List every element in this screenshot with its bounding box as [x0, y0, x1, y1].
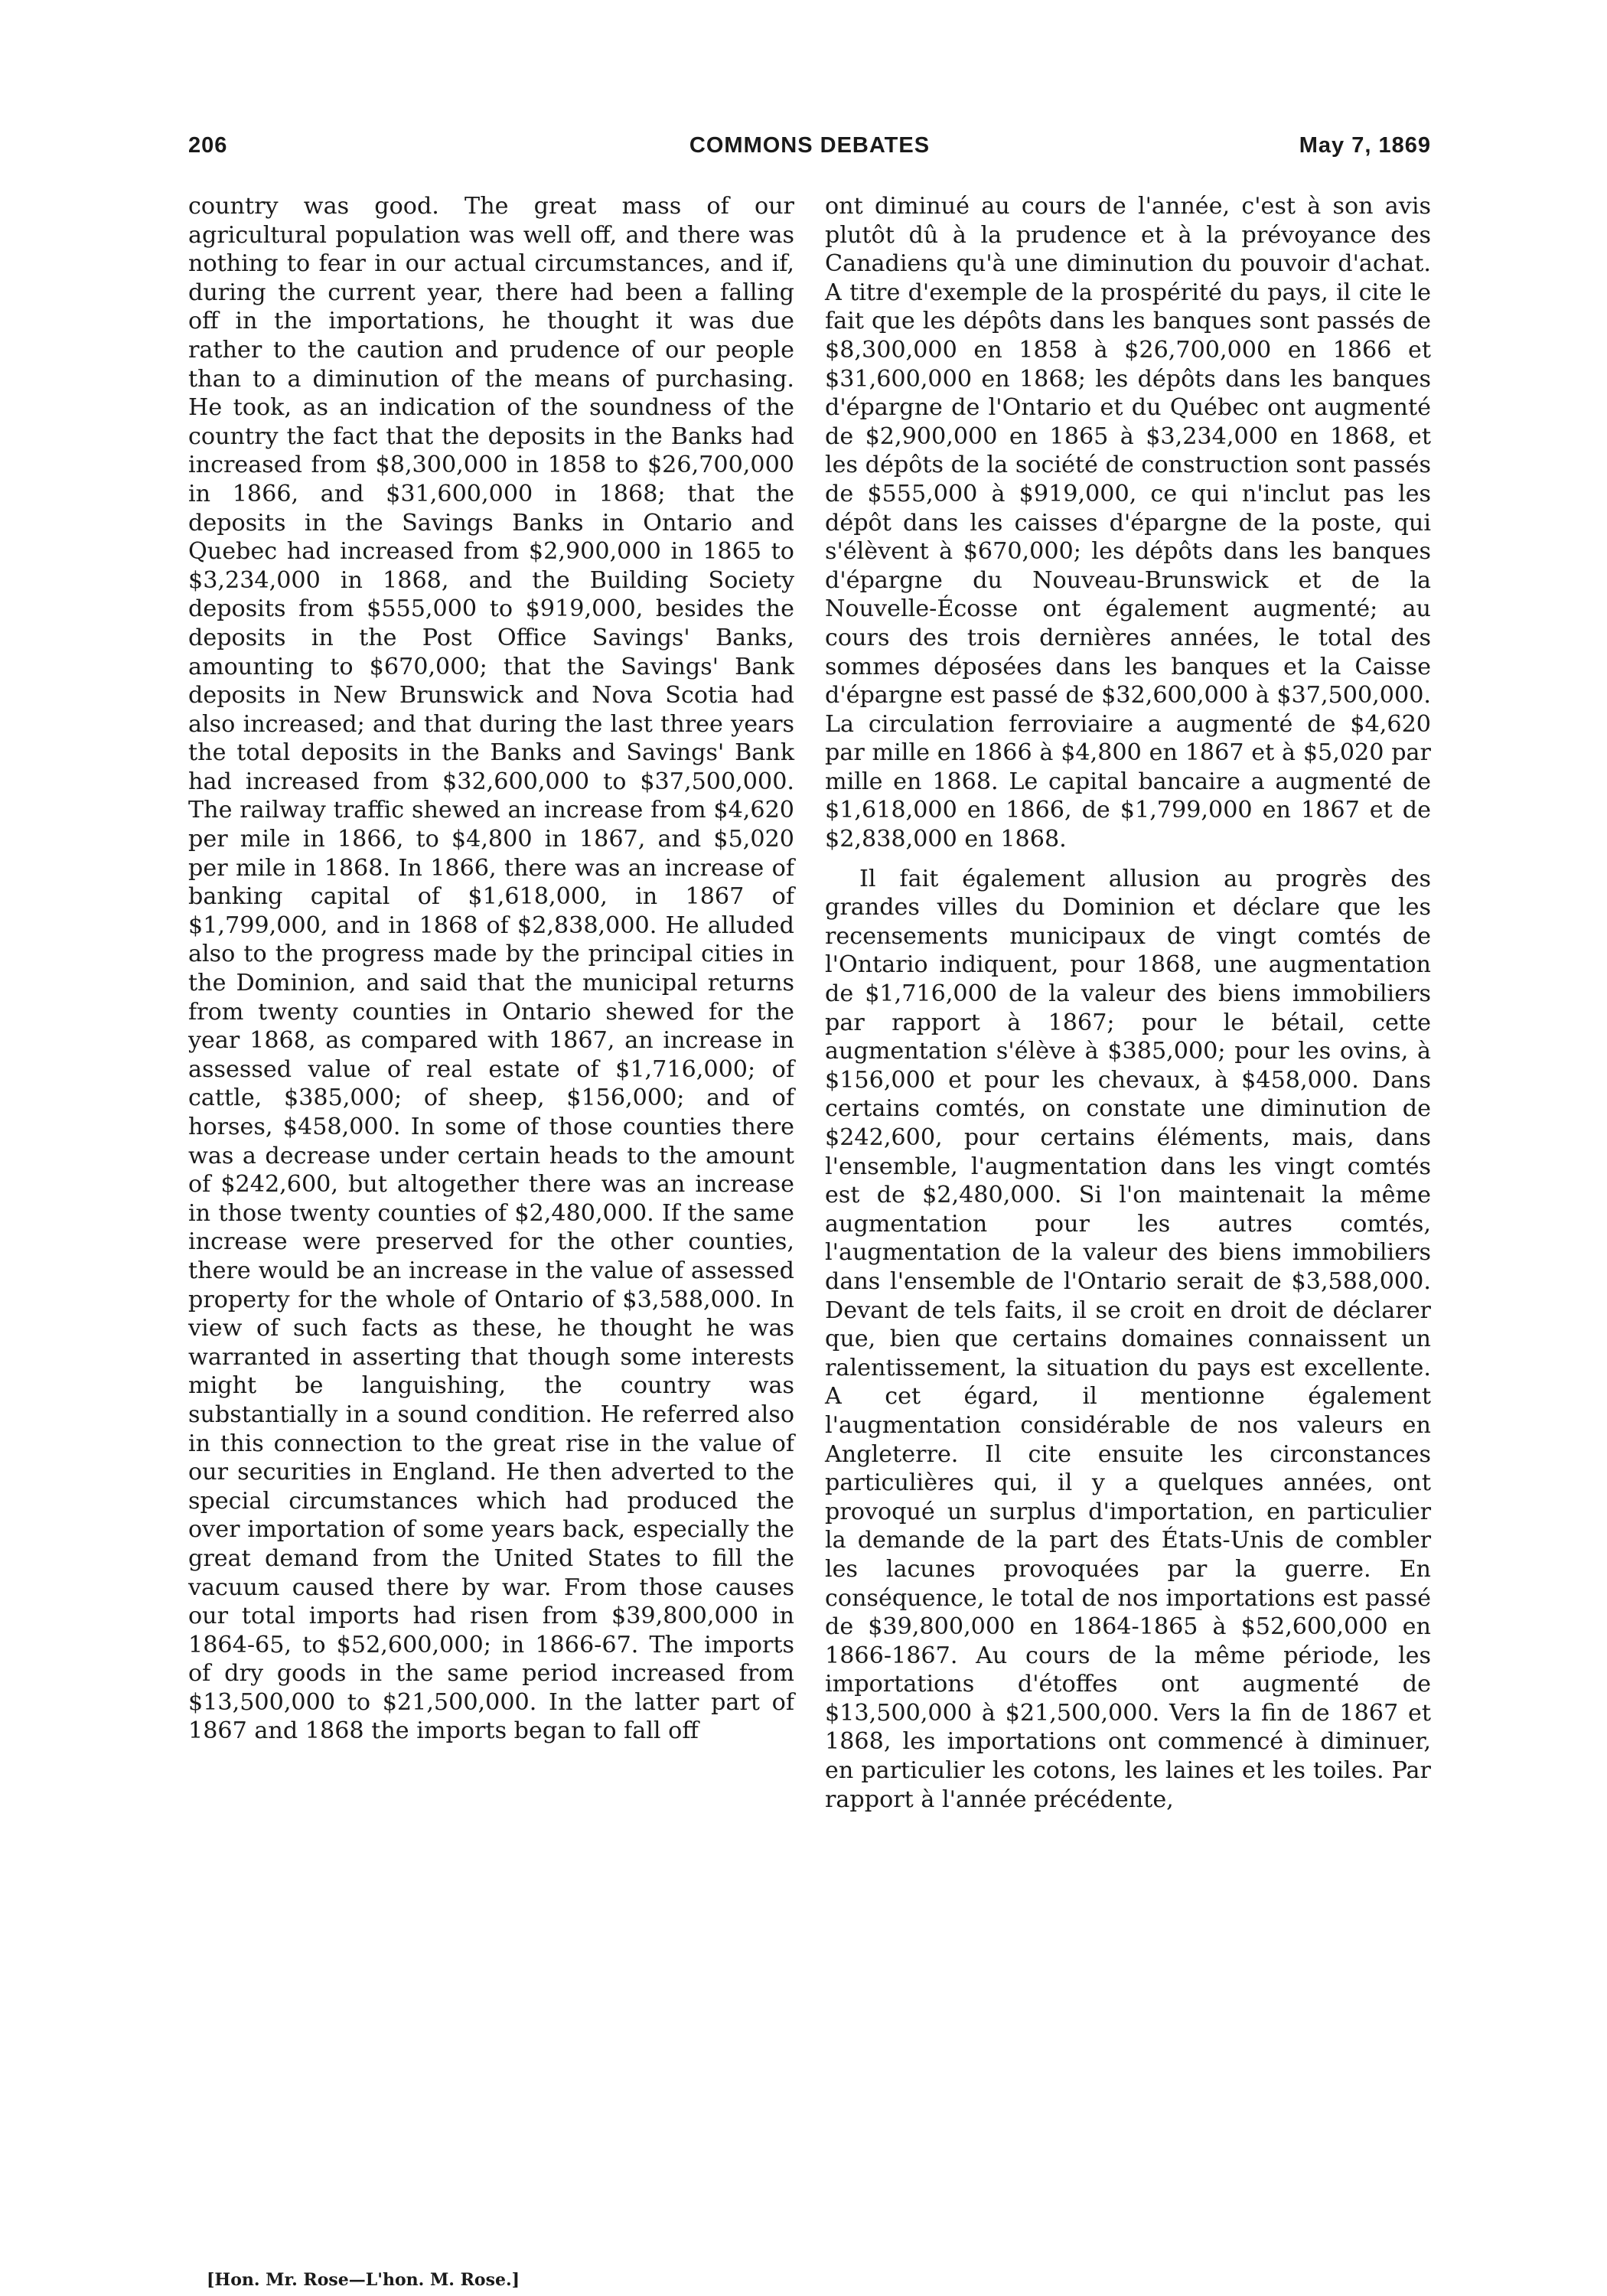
french-paragraph-2: Il fait également allusion au progrès des grandes villes du Dominion et déclare que les recensements municipaux de vingt comtés de l'Ontario indiquent, pour 1868, une augmentation de $1,716,000 de la valeur des biens immobiliers par rapport à 1867; pour le bétail, cette augmentation s'élève à $385,000; pour les ovins, à $156,000 et pour les chevaux, à $458,000. Dans certains comtés, on constate une diminution de $242,600, pour certains éléments, mais, dans l'ensemble, l'augmentation dans les vingt comtés est de $2,480,000. Si l'on maintenait la même augmentation pour les autres comtés, l'augmentation de la valeur des biens immobiliers dans l'ensemble de l'Ontario serait de $3,588,000. Devant de tels faits, il se croit en droit de déclarer que, bien que certains domaines connaissent un ralentissement, la situation du pays est excellente. A cet égard, il mentionne également l'augmentation considérable de nos valeurs en Angleterre. Il cite ensuite les circonstances particulières qui, il y a quelques années, ont provoqué un surplus d'importation, en particulier la demande de la part des États-Unis de combler les lacunes provoquées par la guerre. En conséquence, le total de nos importations est passé de $39,800,000 en 1864-1865 à $52,600,000 en 1866-1867. Au cours de la même période, les importations d'étoffes ont augmenté de $13,500,000 à $21,500,000. Vers la fin de 1867 et 1868, les importations ont commencé à diminuer, en particulier les cotons, les laines et les toiles. Par rapport à l'année précédente, [825, 865, 1431, 1813]
journal-title: COMMONS DEBATES [689, 133, 931, 158]
page-date: May 7, 1869 [1299, 133, 1431, 158]
left-column-english [188, 192, 794, 1746]
english-paragraph: country was good. The great mass of our agricultural population was well off, and there was nothing to fear in our actual circumstances, and if, during the current year, there had been a falling off in the importations, he thought it was due rather to the caution and prudence of our people than to a diminution of the means of purchasing. He took, as an indication of the soundness of the country the fact that the deposits in the Banks had increased from $8,300,000 in 1858 to $26,700,000 in 1866, and $31,600,000 in 1868; that the deposits in the Savings Banks in Ontario and Quebec had increased from $2,900,000 in 1865 to $3,234,000 in 1868, and the Building Society deposits from $555,000 to $919,000, besides the deposits in the Post Office Savings' Banks, amounting to $670,000; that the Savings' Bank deposits in New Brunswick and Nova Scotia had also increased; and that during the last three years the total deposits in the Banks and Savings' Bank had increased from $32,600,000 to $37,500,000. The railway traffic shewed an increase from $4,620 per mile in 1866, to $4,800 in 1867, and $5,020 per mile in 1868. In 1866, there was an increase of banking capital of $1,618,000, in 1867 of $1,799,000, and in 1868 of $2,838,000. He alluded also to the progress made by the principal cities in the Dominion, and said that the municipal returns from twenty counties in Ontario shewed for the year 1868, as compared with 1867, an increase in assessed value of real estate of $1,716,000; of cattle, $385,000; of sheep, $156,000; and of horses, $458,000. In some of those counties there was a decrease under certain heads to the amount of $242,600, but altogether there was an increase in those twenty counties of $2,480,000. If the same increase were preserved for the other counties, there would be an increase in the value of assessed property for the whole of Ontario of $3,588,000. In view of such facts as these, he thought he was warranted in asserting that though some interests might be languishing, the country was substantially in a sound condition. He referred also in this connection to the great rise in the value of our securities in England. He then adverted to the special circumstances which had produced the over importation of some years back, especially the great demand from the United States to fill the vacuum caused there by war. From those causes our total imports had risen from $39,800,000 in 1864-65, to $52,600,000; in 1866-67. The imports of dry goods in the same period increased from $13,500,000 to $21,500,000. In the latter part of 1867 and 1868 the imports began to fall off [188, 193, 794, 1745]
right-column-french [825, 192, 1431, 1814]
french-paragraph-1: ont diminué au cours de l'année, c'est à son avis plutôt dû à la prudence et à la prévoyance des Canadiens qu'à une diminution du pouvoir d'achat. A titre d'exemple de la prospérité du pays, il cite le fait que les dépôts dans les banques sont passés de $8,300,000 en 1858 à $26,700,000 en 1866 et $31,600,000 en 1868; les dépôts dans les banques d'épargne de l'Ontario et du Québec ont augmenté de $2,900,000 en 1865 à $3,234,000 en 1868, et les dépôts de la société de construction sont passés de $555,000 à $919,000, ce qui n'inclut pas les dépôt dans les caisses d'épargne de la poste, qui s'élèvent à $670,000; les dépôts dans les banques d'épargne du Nouveau-Brunswick et de la Nouvelle-Écosse ont également augmenté; au cours des trois dernières années, le total des sommes déposées dans les banques et la Caisse d'épargne est passé de $32,600,000 à $37,500,000. La circulation ferroviaire a augmenté de $4,620 par mille en 1866 à $4,800 en 1867 et à $5,020 par mille en 1868. Le capital bancaire a augmenté de $1,618,000 en 1866, de $1,799,000 en 1867 et de $2,838,000 en 1868. [825, 193, 1431, 853]
page-number: 206 [188, 133, 228, 158]
page-header [188, 133, 1431, 164]
speaker-footer: [Hon. Mr. Rose—L'hon. M. Rose.] [207, 2270, 520, 2290]
